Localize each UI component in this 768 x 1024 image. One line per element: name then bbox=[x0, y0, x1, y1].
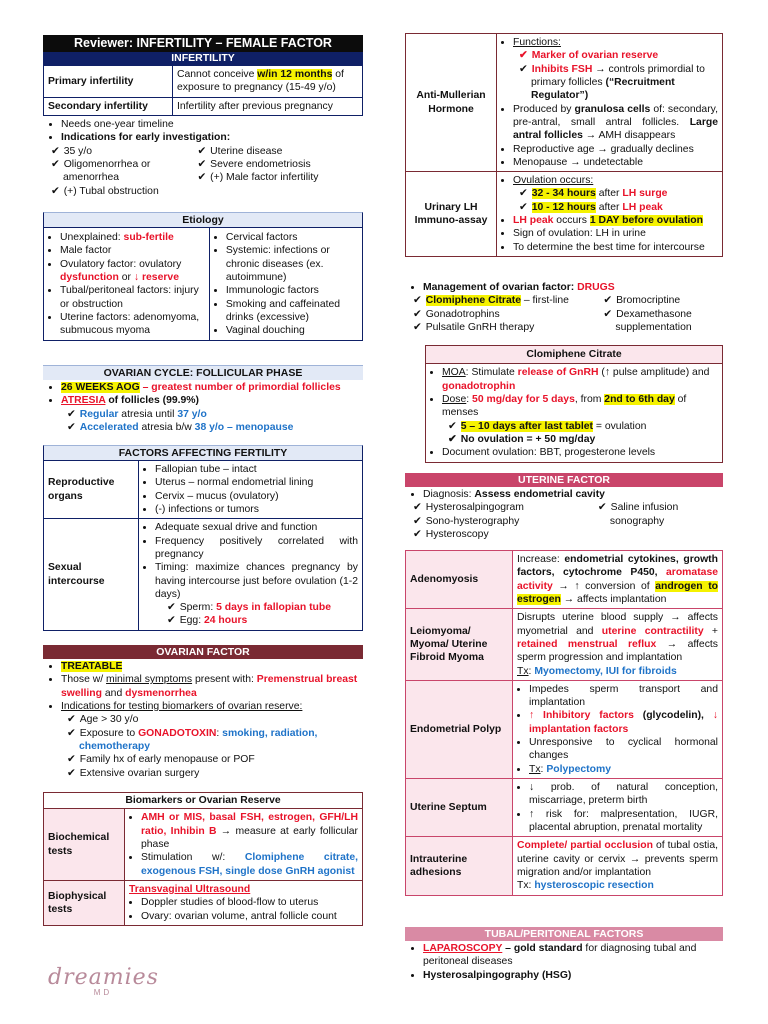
list-item: ✔ Extensive ovarian surgery bbox=[79, 767, 363, 780]
septum-label: Uterine Septum bbox=[406, 779, 513, 837]
list-item: • Cervical factors bbox=[226, 231, 358, 244]
list-item: • Unresponsive to cyclical hormonal changes bbox=[529, 736, 718, 763]
list-item: • Document ovulation: BBT, progesterone levels bbox=[442, 446, 718, 459]
table-row bbox=[44, 97, 363, 115]
tvus-title: Transvaginal Ultrasound bbox=[129, 883, 251, 895]
list-item: • Management of ovarian factor: DRUGS bbox=[423, 281, 723, 294]
biomarkers-header: Biomarkers or Ovarian Reserve bbox=[44, 793, 363, 809]
list-item: • Male factor bbox=[60, 244, 205, 257]
ovarian-cycle bbox=[43, 365, 363, 434]
list-item: ✔ 5 – 10 days after last tablet = ovulation bbox=[460, 420, 718, 433]
early-investigation bbox=[43, 118, 363, 198]
list-item: • Fallopian tube – intact bbox=[155, 463, 358, 476]
list-item: • Uterine factors: adenomyoma, submucous myoma bbox=[60, 311, 205, 338]
list-item: • Frequency positively correlated with pregnancy bbox=[155, 535, 358, 562]
list-item: ✔ Dexamethasone supplementation bbox=[615, 308, 723, 335]
adhesions-text: Complete/ partial occlusion of tubal ostia, uterine cavity or cervix → prevents sperm migration and/or implantation Tx: hysteroscopic resection bbox=[517, 840, 718, 892]
tubal-header: TUBAL/PERITONEAL FACTORS bbox=[405, 927, 723, 941]
list-item: ✔ Inhibits FSH → controls primordial to primary follicles (“Recruitment Regulator”) bbox=[531, 63, 718, 103]
list-item: • ↑ Inhibitory factors (glycodelin), ↓ implantation factors bbox=[529, 709, 718, 736]
list-item: • To determine the best time for intercourse bbox=[513, 241, 718, 254]
list-item: ✔ 10 - 12 hours after LH peak bbox=[531, 201, 718, 214]
etiology-box bbox=[43, 212, 363, 341]
list-item: • Smoking and caffeinated drinks (excessive) bbox=[226, 298, 358, 325]
list-item: ✔ Bromocriptine bbox=[615, 294, 723, 307]
list-item: • (-) infections or tumors bbox=[155, 503, 358, 516]
list-item: • Systemic: infections or chronic diseases (ex. autoimmune) bbox=[226, 244, 358, 284]
fertility-factors bbox=[43, 445, 363, 631]
dreamies-logo bbox=[48, 964, 158, 998]
list-item: • ↑ risk for: malpresentation, IUGR, placental abruption, prenatal mortality bbox=[529, 808, 718, 835]
adenomyosis-text: Increase: endometrial cytokines, growth factors, cytochrome P450, aromatase activity → ↑ conversion of androgen to estrogen → affects implantation bbox=[513, 551, 723, 609]
leiomyoma-text: Disrupts uterine blood supply → affects myometrial and uterine contractility + retained menstrual reflux → affects sperm progression and implantation Tx: Myomectomy, IUI for fibroids bbox=[513, 609, 723, 681]
ovarian-cycle-header: OVARIAN CYCLE: FOLLICULAR PHASE bbox=[43, 365, 363, 380]
list-item: • Menopause → undetectable bbox=[513, 156, 718, 169]
logo-name: dreamies bbox=[48, 965, 159, 990]
biomarkers-table bbox=[43, 792, 363, 926]
list-item: ✔ No ovulation = + 50 mg/day bbox=[460, 433, 718, 446]
list-item: • Hysterosalpingography (HSG) bbox=[423, 969, 723, 982]
secondary-text: Infertility after previous pregnancy bbox=[173, 97, 363, 115]
list-item: • TREATABLE bbox=[61, 660, 363, 673]
list-item: ✔ Family hx of early menopause or POF bbox=[79, 753, 363, 766]
primary-text: Cannot conceive w/in 12 months of exposure to pregnancy (15-49 y/o) bbox=[173, 66, 363, 98]
secondary-label: Secondary infertility bbox=[44, 97, 173, 115]
list-item: • MOA: Stimulate release of GnRH (↑ pulse amplitude) and gonadotrophin bbox=[442, 366, 718, 393]
biophysical-label: Biophysical tests bbox=[44, 880, 125, 925]
list-item: • Tubal/peritoneal factors: injury or obstruction bbox=[60, 284, 205, 311]
list-item: ✔ Oligomenorrhea or amenorrhea bbox=[63, 158, 189, 185]
list-item: • Timing: maximize chances pregnancy by having intercourse just before ovulation (1-2 days) bbox=[155, 561, 358, 601]
list-item: ✔ Pulsatile GnRH therapy bbox=[425, 321, 595, 334]
amh-label: Anti-Mullerian Hormone bbox=[406, 34, 497, 172]
list-item: ✔ Regular atresia until 37 y/o bbox=[79, 408, 363, 421]
amh-lh-table bbox=[405, 33, 723, 257]
list-item: ✔ (+) Tubal obstruction bbox=[63, 185, 189, 198]
list-item: • Ovulatory factor: ovulatory dysfunction or ↓ reserve bbox=[60, 258, 205, 285]
table-row bbox=[44, 66, 363, 98]
list-item: • Sign of ovulation: LH in urine bbox=[513, 227, 718, 240]
list-item: ✔ Gonadotrophins bbox=[425, 308, 595, 321]
list-item: ✔ Marker of ovarian reserve bbox=[531, 49, 718, 62]
list-item: ✔ Sperm: 5 days in fallopian tube bbox=[179, 601, 358, 614]
doc-title: Reviewer: INFERTILITY – FEMALE FACTOR bbox=[43, 35, 363, 52]
list-item: • Adequate sexual drive and function bbox=[155, 521, 358, 534]
repro-label: Reproductive organs bbox=[44, 461, 139, 519]
list-item: ✔ Accelerated atresia b/w 38 y/o – menopause bbox=[79, 421, 363, 434]
list-item: • Unexplained: sub-fertile bbox=[60, 231, 205, 244]
list-item: • LAPAROSCOPY – gold standard for diagnosing tubal and peritoneal diseases bbox=[423, 942, 723, 969]
biochemical-label: Biochemical tests bbox=[44, 809, 125, 881]
list-item: • Indications for early investigation: bbox=[61, 131, 363, 144]
tubal-factors bbox=[405, 927, 723, 982]
list-item: • Doppler studies of blood-flow to uterus bbox=[141, 896, 358, 909]
list-item: • AMH or MIS, basal FSH, estrogen, GFH/LH ratio, Inhibin B → measure at early follicular phase bbox=[141, 811, 358, 851]
list-item: • Cervix – mucus (ovulatory) bbox=[155, 490, 358, 503]
logo-sub: MD bbox=[93, 988, 113, 998]
clomiphene-header: Clomiphene Citrate bbox=[426, 346, 723, 364]
list-item: • Tx: Polypectomy bbox=[529, 763, 718, 776]
list-item: • Ovulation occurs: bbox=[513, 174, 718, 187]
list-item: • ↓ prob. of natural conception, miscarriage, preterm birth bbox=[529, 781, 718, 808]
sexual-label: Sexual intercourse bbox=[44, 519, 139, 631]
list-item: • Those w/ minimal symptoms present with: Premenstrual breast swelling and dysmenorrhea bbox=[61, 673, 363, 700]
list-item: ✔ Exposure to GONADOTOXIN: smoking, radiation, chemotherapy bbox=[79, 727, 363, 754]
drugs-section bbox=[405, 281, 723, 334]
list-item: ✔ Egg: 24 hours bbox=[179, 614, 358, 627]
leiomyoma-label: Leiomyoma/ Myoma/ Uterine Fibroid Myoma bbox=[406, 609, 513, 681]
list-item: • ATRESIA of follicles (99.9%) bbox=[61, 394, 363, 407]
ovarian-factor bbox=[43, 645, 363, 780]
page-title bbox=[43, 35, 363, 65]
primary-label: Primary infertility bbox=[44, 66, 173, 98]
uterine-table bbox=[405, 550, 723, 896]
list-item: ✔ (+) Male factor infertility bbox=[209, 171, 363, 184]
list-item: ✔ Saline infusion sonography bbox=[610, 501, 723, 528]
list-item: • Immunologic factors bbox=[226, 284, 358, 297]
list-item: ✔ Clomiphene Citrate – first-line bbox=[425, 294, 595, 307]
polyp-label: Endometrial Polyp bbox=[406, 680, 513, 778]
uterine-factor bbox=[405, 473, 723, 541]
list-item: • Produced by granulosa cells of: secondary, pre-antral, small antral follicles. Large antral follicles → AMH disappears bbox=[513, 103, 718, 143]
list-item: ✔ 32 - 34 hours after LH surge bbox=[531, 187, 718, 200]
definitions-table bbox=[43, 65, 363, 116]
list-item: • Reproductive age → gradually declines bbox=[513, 143, 718, 156]
lh-label: Urinary LH Immuno-assay bbox=[406, 172, 497, 257]
list-item: • Impedes sperm transport and implantation bbox=[529, 683, 718, 710]
fertility-header: FACTORS AFFECTING FERTILITY bbox=[43, 445, 363, 460]
adenomyosis-label: Adenomyosis bbox=[406, 551, 513, 609]
list-item: ✔ Uterine disease bbox=[209, 145, 363, 158]
list-item: • Vaginal douching bbox=[226, 324, 358, 337]
list-item: • LH peak occurs 1 DAY before ovulation bbox=[513, 214, 718, 227]
list-item: • Stimulation w/: Clomiphene citrate, exogenous FSH, single dose GnRH agonist bbox=[141, 851, 358, 878]
infertility-header: INFERTILITY bbox=[43, 52, 363, 65]
list-item: • 26 WEEKS AOG – greatest number of primordial follicles bbox=[61, 381, 363, 394]
list-item: ✔ Severe endometriosis bbox=[209, 158, 363, 171]
list-item: • Functions: bbox=[513, 36, 718, 49]
list-item: • Indications for testing biomarkers of ovarian reserve: bbox=[61, 700, 363, 713]
list-item: ✔ Hysterosalpingogram bbox=[425, 501, 590, 514]
list-item: ✔ Age > 30 y/o bbox=[79, 713, 363, 726]
adhesions-label: Intrauterine adhesions bbox=[406, 837, 513, 895]
list-item: • Ovary: ovarian volume, antral follicle count bbox=[141, 910, 358, 923]
list-item: ✔ Hysteroscopy bbox=[425, 528, 590, 541]
list-item: ✔ Sono-hysterography bbox=[425, 515, 590, 528]
list-item: ✔ 35 y/o bbox=[63, 145, 189, 158]
list-item: • Dose: 50 mg/day for 5 days, from 2nd to 6th day of menses bbox=[442, 393, 718, 420]
uterine-header: UTERINE FACTOR bbox=[405, 473, 723, 487]
clomiphene-box bbox=[425, 345, 723, 463]
list-item: • Diagnosis: Assess endometrial cavity bbox=[423, 488, 723, 501]
etiology-header: Etiology bbox=[43, 212, 363, 227]
list-item: • Needs one-year timeline bbox=[61, 118, 363, 131]
ovarian-factor-header: OVARIAN FACTOR bbox=[43, 645, 363, 659]
list-item: • Uterus – normal endometrial lining bbox=[155, 476, 358, 489]
